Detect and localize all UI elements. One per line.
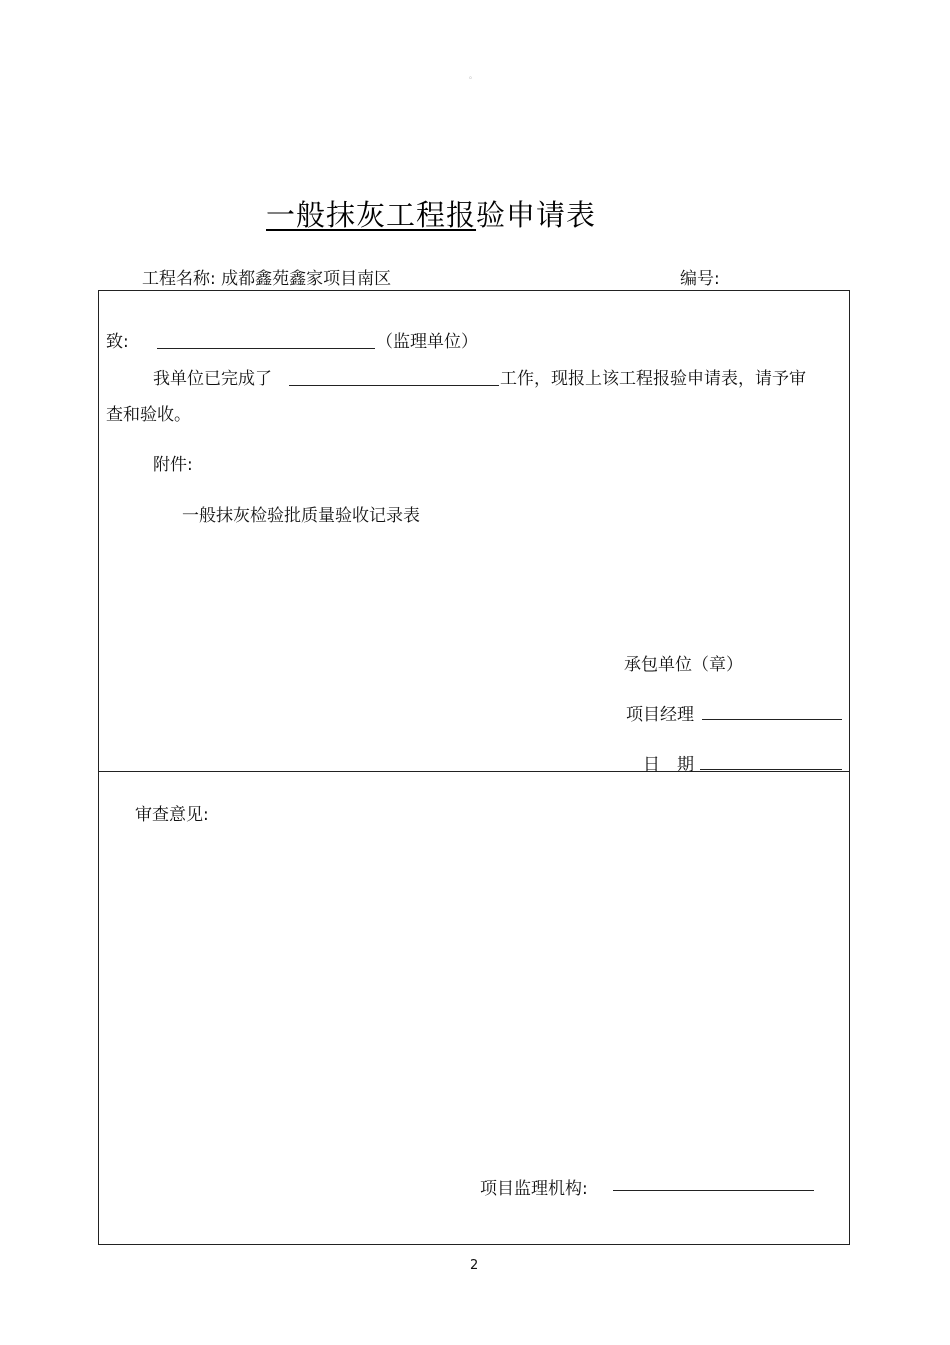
completed-prefix: 我单位已完成了	[153, 369, 272, 389]
serial-label: 编号:	[680, 269, 720, 289]
title-rest: 验申请表	[476, 198, 597, 232]
manager-signature-blank[interactable]	[702, 719, 842, 720]
attachment-label: 附件:	[153, 455, 193, 475]
review-opinion-label: 审查意见:	[135, 805, 209, 825]
page-title	[266, 193, 596, 234]
project-name: 成都鑫苑鑫家项目南区	[221, 269, 392, 289]
contractor-label: 承包单位（章）	[624, 655, 743, 675]
completed-cont: 查和验收。	[106, 405, 191, 425]
header-mark: 。	[469, 71, 477, 80]
to-label: 致:	[106, 332, 129, 352]
review-section	[98, 771, 850, 1245]
application-section	[98, 290, 850, 772]
agency-signature-blank[interactable]	[613, 1190, 814, 1191]
manager-label: 项目经理	[626, 705, 694, 725]
project-label: 工程名称:	[142, 269, 216, 289]
title-underlined-part: 一般抹灰工程报	[266, 198, 477, 232]
attachment-item: 一般抹灰检验批质量验收记录表	[182, 506, 420, 526]
agency-label: 项目监理机构:	[480, 1179, 588, 1199]
supervisor-unit-blank[interactable]	[157, 348, 375, 349]
date-label: 日 期	[643, 755, 694, 775]
completed-suffix: 工作，现报上该工程报验申请表，请予审	[500, 369, 806, 389]
supervisor-label: （监理单位）	[376, 332, 478, 352]
work-item-blank[interactable]	[289, 385, 499, 386]
date-blank[interactable]	[700, 769, 842, 770]
project-info	[142, 264, 391, 289]
page-number: 2	[470, 1258, 479, 1273]
